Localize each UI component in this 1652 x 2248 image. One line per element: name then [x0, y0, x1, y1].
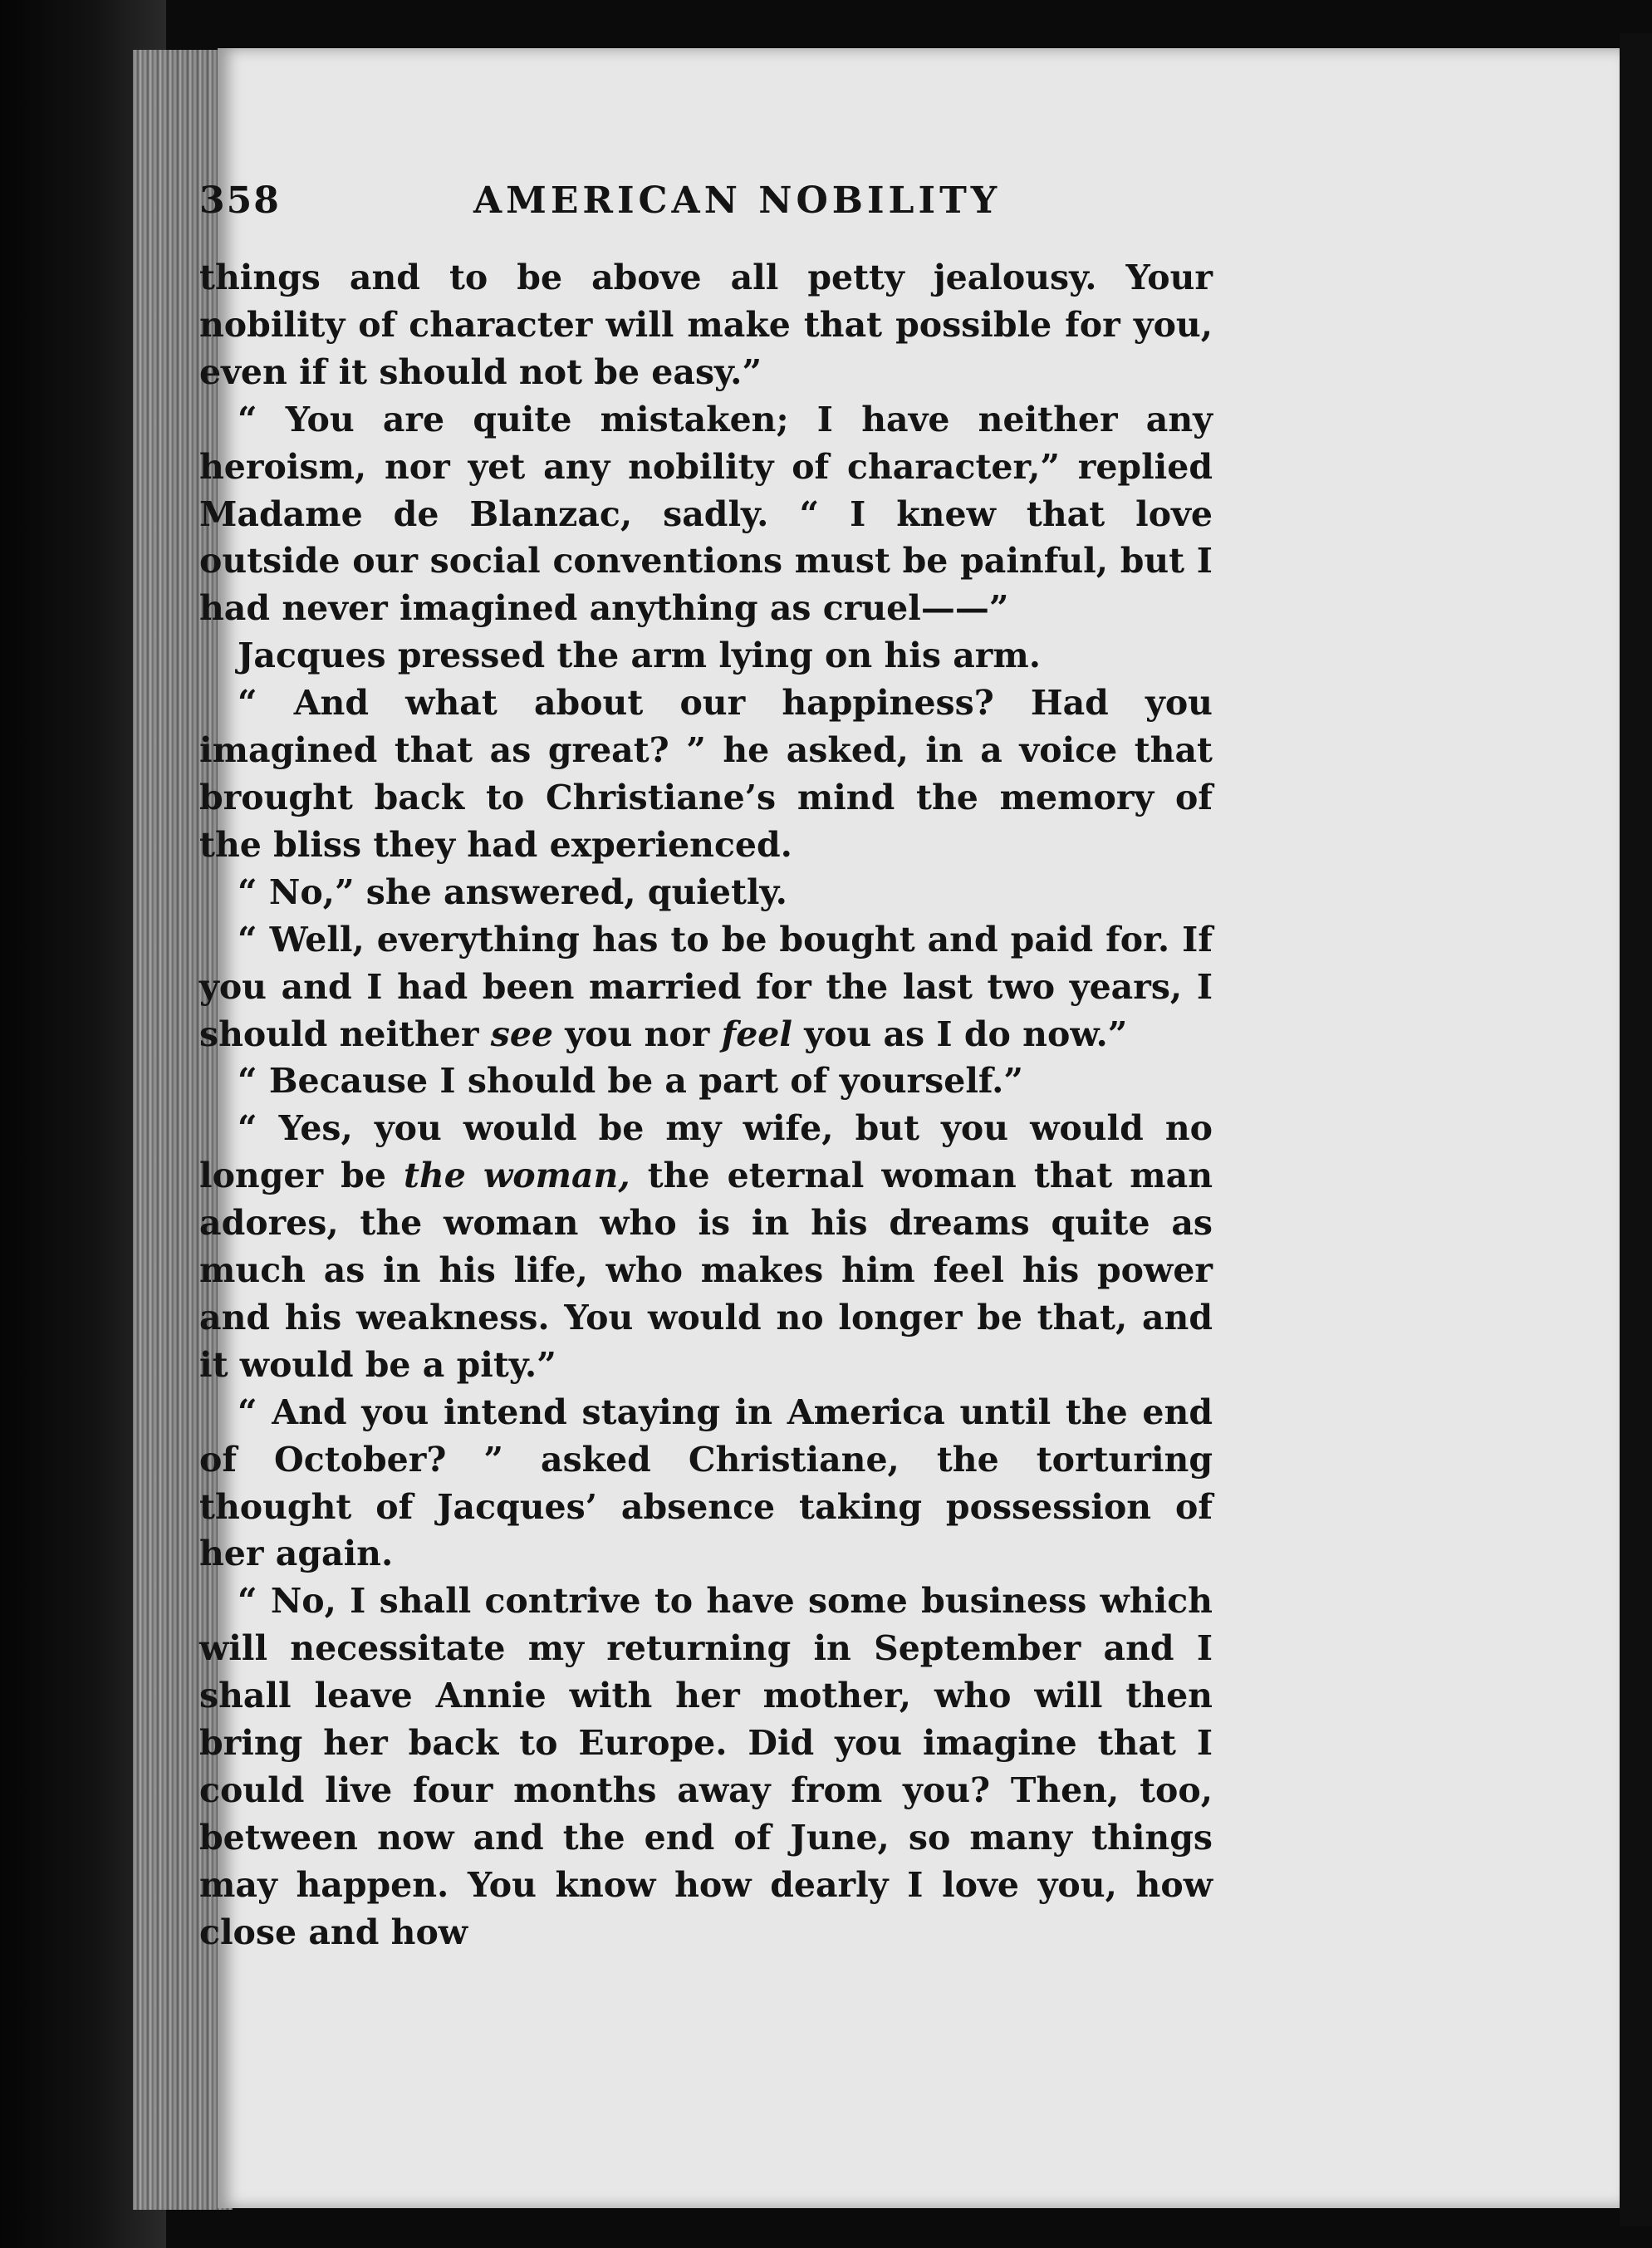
text-run: “ Well, everything has to be bought and paid for. If you and I had been married for the last two years, I should neither [199, 919, 1213, 1054]
paragraph [199, 1578, 1213, 1956]
paragraph [199, 632, 1213, 680]
paragraph [199, 254, 1213, 396]
paragraph [199, 1389, 1213, 1578]
paragraph [199, 1058, 1213, 1105]
text-run: “ No,” she answered, quietly. [238, 871, 787, 912]
text-run: “ And what about our happiness? Had you imagined that as great? ” he asked, in a voice that brought back to Christiane’s mind the memory of the bliss they had experienced. [199, 683, 1213, 865]
page-header [199, 179, 1213, 254]
text-run: Jacques pressed the arm lying on his arm. [238, 636, 1042, 676]
italic-text-run: the woman, [404, 1156, 630, 1196]
page-content [199, 179, 1213, 1956]
italic-text-run: see [490, 1014, 554, 1054]
paragraph [199, 1105, 1213, 1388]
running-title: AMERICAN NOBILITY [473, 179, 1002, 222]
paragraph [199, 680, 1213, 869]
right-page-edge [1620, 33, 1652, 2226]
italic-text-run: feel [721, 1014, 792, 1054]
paragraph [199, 869, 1213, 916]
text-run: things and to be above all petty jealousy. Your nobility of character will make that possible for you, even if it should not be easy.” [199, 258, 1213, 392]
text-run: you as I do now.” [792, 1014, 1128, 1054]
paragraph [199, 396, 1213, 633]
body-text [199, 254, 1213, 1956]
text-run: “ No, I shall contrive to have some business which will necessitate my returning in September and I shall leave Annie with her mother, who will then bring her back to Europe. Did you imagine that I could live four months away from you? Then, too, between now and the end of June, so many things may happen. You know how dearly I love you, how close and how [199, 1581, 1213, 1952]
text-run: the eternal woman that man adores, the woman who is in his dreams quite as much as in his life, who makes him feel his power and his weakness. You would no longer be that, and it would be a pity.” [199, 1156, 1213, 1385]
paragraph [199, 916, 1213, 1058]
text-run: “ Yes, you would be my wife, but you would no longer be [199, 1108, 1213, 1196]
text-run: you nor [553, 1014, 722, 1054]
text-run: “ You are quite mistaken; I have neither any heroism, nor yet any nobility of character,” replied Madame de Blanzac, sadly. “ I knew that love outside our social conventions must be painful, but I had never imagined anything as cruel——” [199, 399, 1213, 629]
text-run: “ And you intend staying in America until the end of October? ” asked Christiane, the torturing thought of Jacques’ absence taking possession of her again. [199, 1392, 1213, 1574]
page-number: 358 [199, 179, 281, 222]
text-run: “ Because I should be a part of yourself.” [238, 1061, 1023, 1102]
